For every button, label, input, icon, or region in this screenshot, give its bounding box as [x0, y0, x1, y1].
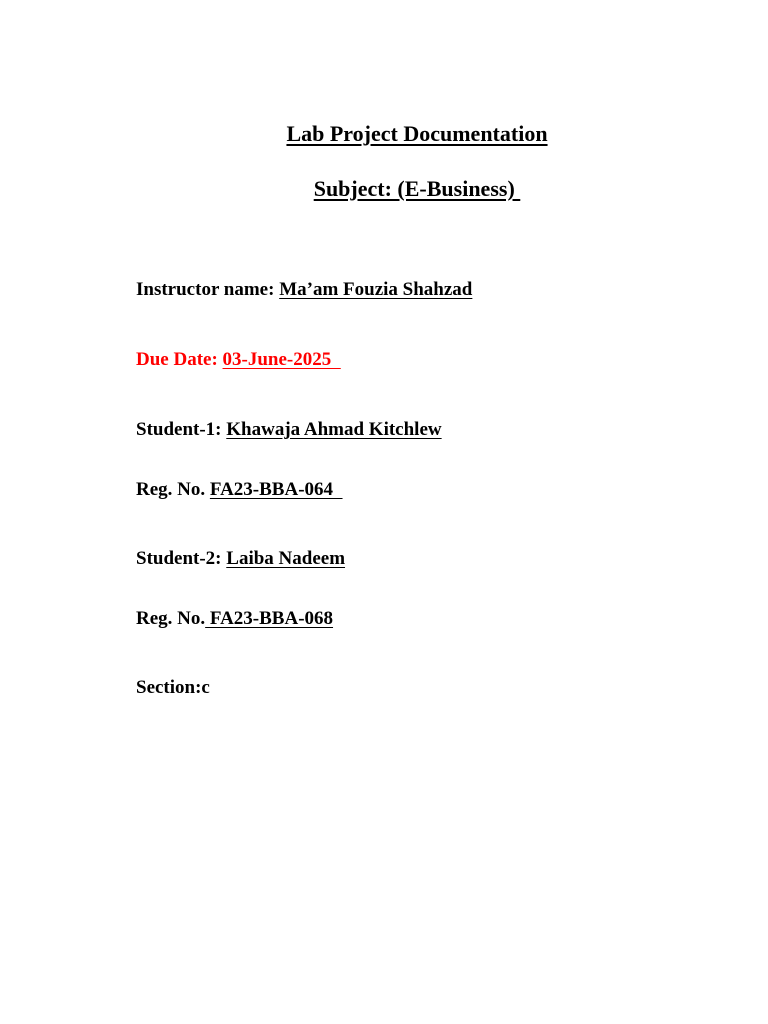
document-subject-text: Subject: (E-Business): [313, 176, 521, 201]
reg-no-2-label: Reg. No.: [136, 608, 206, 629]
section-label: Section:c: [136, 677, 210, 698]
instructor-label: Instructor name:: [136, 279, 280, 300]
reg-no-2-value: FA23-BBA-068: [205, 608, 334, 629]
instructor-value: Ma’am Fouzia Shahzad: [279, 279, 473, 300]
student1-value: Khawaja Ahmad Kitchlew: [226, 419, 442, 440]
due-date-field: [136, 349, 341, 371]
document-subject: [0, 150, 768, 228]
reg-no-1-label: Reg. No.: [136, 479, 210, 500]
section-field: [136, 677, 210, 699]
student2-value: Laiba Nadeem: [226, 548, 346, 569]
instructor-field: [136, 279, 472, 301]
reg-no-1-value: FA23-BBA-064: [209, 479, 343, 500]
student2-field: [136, 548, 345, 570]
document-title-text: Lab Project Documentation: [286, 121, 548, 146]
student2-label: Student-2:: [136, 548, 227, 569]
reg-no-2-field: [136, 608, 333, 630]
student1-label: Student-1:: [136, 419, 227, 440]
student1-field: [136, 419, 442, 441]
due-date-value: 03-June-2025: [222, 349, 341, 370]
due-date-label: Due Date:: [136, 349, 223, 370]
reg-no-1-field: [136, 479, 343, 501]
